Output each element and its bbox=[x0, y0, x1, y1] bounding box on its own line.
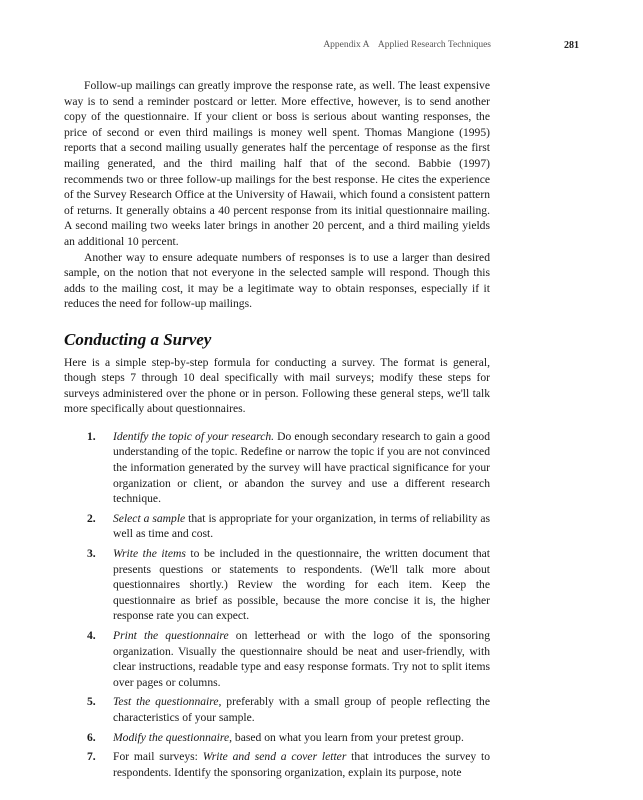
step-number: 3. bbox=[87, 547, 96, 561]
section-label: Applied Research Techniques bbox=[377, 40, 491, 50]
step-number: 2. bbox=[87, 511, 96, 525]
section-heading: Conducting a Survey bbox=[64, 329, 212, 349]
step-title: Modify the questionnaire, bbox=[113, 730, 233, 744]
step-text: based on what you learn from your pretest group. bbox=[232, 730, 464, 744]
running-head bbox=[64, 40, 579, 56]
body-text bbox=[64, 78, 490, 784]
paragraph: Follow-up mailings can greatly improve the response rate, as well. The least expensive way is to send a reminder postcard or letter. More effective, however, is to send another copy of the questionnaire. If your client or boss is serious about wanting responses, the price of second or even third mailings is money well spent. Thomas Mangione (1995) reports that a second mailing usually generates half the percentage of response as the first mailing generated, and the third mailing half that of the second. Babbie (1997) recommends two or three follow-up mailings for the best response. He cites the experience of the Survey Research Office at the University of Hawaii, which found a consistent pattern of returns. It generally obtains a 40 percent response from its initial questionnaire mailing. A second mailing two weeks later brings in another 20 percent, and a third mailing yields an additional 10 percent. bbox=[64, 79, 490, 248]
section-intro: Here is a simple step-by-step formula for conducting a survey. The format is general, though steps 7 through 10 deal specifically with mail surveys; modify these steps for surveys administered over the phone or in person. Following these general steps, we'll talk more specifically about questionnaires. bbox=[64, 355, 490, 416]
list-item bbox=[87, 546, 490, 624]
list-item bbox=[87, 511, 490, 542]
steps-list bbox=[87, 429, 490, 780]
step-number: 5. bbox=[87, 695, 96, 709]
step-title: Identify the topic of your research. bbox=[113, 429, 275, 443]
appendix-label: Appendix A bbox=[323, 40, 370, 50]
paragraph: Another way to ensure adequate numbers of responses is to use a larger than desired sample, on the notion that not everyone in the selected sample will respond. Though this adds to the mailing cost, it may be a legitimate way to obtain responses, especially if it reduces the need for follow-up mailings. bbox=[64, 250, 490, 311]
list-item bbox=[87, 749, 490, 780]
page-number: 281 bbox=[564, 40, 579, 51]
list-item bbox=[87, 628, 490, 690]
step-title: Write and send a cover letter bbox=[202, 750, 347, 764]
step-number: 6. bbox=[87, 730, 96, 744]
step-number: 7. bbox=[87, 750, 96, 764]
running-head-title bbox=[323, 40, 491, 50]
list-item bbox=[87, 694, 490, 725]
step-title: Select a sample bbox=[113, 511, 186, 525]
step-text: to be included in the questionnaire, the written document that presents questions or statements to respondents. (We'll talk more about questionnaires shortly.) Review the wording for each item. Keep the questionnaire as brief as possible, because the more concise it is, the higher response rate you can expect. bbox=[113, 547, 490, 623]
step-title: Test the questionnaire, bbox=[113, 695, 222, 709]
step-text: that introduces the survey to respondents. Identify the sponsoring organization, explain its purpose, note bbox=[113, 750, 490, 779]
step-text: on letterhead or with the logo of the sponsoring organization. Visually the questionnaire should be neat and user-friendly, with clear instructions, readable type and easy response formats. Try not to split items over pages or columns. bbox=[113, 629, 490, 689]
step-text: Do enough secondary research to gain a good understanding of the topic. Redefine or narrow the topic if you are not convinced the information generated by the survey will have practical significance for your organization or client, or abandon the survey and use a different research technique. bbox=[113, 429, 490, 506]
step-number: 1. bbox=[87, 429, 96, 443]
step-lead: For mail surveys: bbox=[113, 750, 203, 764]
step-title: Write the items bbox=[113, 547, 186, 561]
step-title: Print the questionnaire bbox=[113, 629, 229, 642]
step-number: 4. bbox=[87, 629, 96, 642]
step-text: preferably with a small group of people reflecting the characteristics of your sample. bbox=[113, 695, 490, 724]
list-item bbox=[87, 730, 490, 746]
list-item bbox=[87, 429, 490, 507]
step-text: that is appropriate for your organization, in terms of reliability as well as time and cost. bbox=[113, 511, 490, 541]
